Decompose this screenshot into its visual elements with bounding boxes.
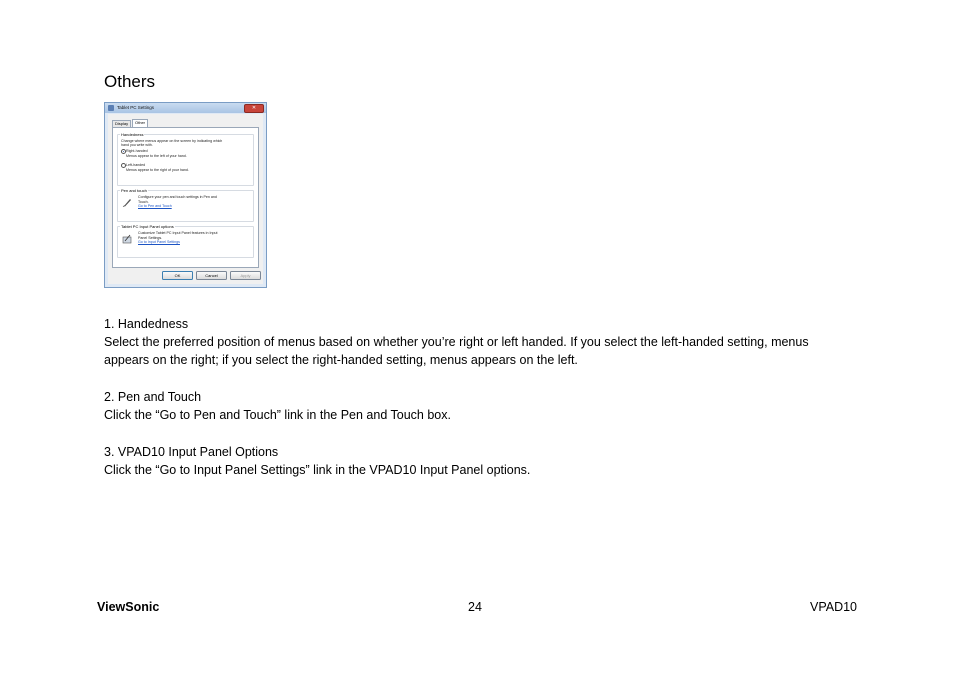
section-input-panel-text (104, 461, 864, 479)
go-to-input-panel-link[interactable]: Go to Input Panel Settings (138, 240, 180, 244)
input-panel-group (117, 226, 254, 258)
cancel-button[interactable]: Cancel (196, 271, 227, 280)
close-button[interactable]: ✕ (244, 104, 264, 113)
section-pen-touch-heading: 2. Pen and Touch (104, 390, 202, 404)
handedness-desc-1: Change where menus appear on the screen by indicating which (121, 139, 223, 143)
input-panel-desc-2: Panel Settings. (138, 235, 163, 240)
footer-page-number: 24 (468, 600, 482, 614)
apply-button[interactable]: Apply (230, 271, 261, 280)
footer-brand: ViewSonic (97, 600, 160, 614)
go-to-pen-touch-link[interactable]: Go to Pen and Touch (138, 204, 172, 208)
tab-display[interactable]: Display (112, 120, 131, 127)
section-handedness-line-1: Select the preferred position of menus based on whether you’re right or left handed. If you select the left-handed setting, menus (104, 335, 809, 349)
section-input-panel-heading: 3. VPAD10 Input Panel Options (104, 445, 279, 459)
dialog-title-bar (105, 103, 266, 113)
tablet-pc-icon (108, 105, 114, 111)
pen-touch-group-title: Pen and touch (121, 188, 147, 193)
pen-icon (122, 197, 132, 207)
right-handed-desc: Menus appear to the left of your hand. (126, 153, 187, 158)
dialog-body (108, 114, 263, 284)
left-handed-desc: Menus appear to the right of your hand. (126, 167, 189, 172)
handedness-group-title: Handedness (121, 132, 144, 137)
page-heading: Others (104, 72, 156, 91)
right-handed-label: Right-handed (126, 148, 148, 153)
section-handedness-text (104, 333, 864, 369)
input-panel-icon (122, 234, 132, 244)
input-panel-desc-1: Customize Tablet PC Input Panel features in Input (138, 231, 218, 235)
section-handedness-line-2: appears on the right; if you select the right-handed setting, menus appears on the left. (104, 353, 578, 367)
left-handed-label: Left-handed (126, 162, 146, 167)
dialog-title: Tablet PC Settings (117, 105, 155, 110)
tab-other[interactable]: Other (132, 119, 148, 128)
pen-touch-group (117, 190, 254, 222)
tablet-pc-settings-dialog (104, 102, 267, 288)
section-pen-touch-text (104, 406, 864, 424)
footer-model: VPAD10 (809, 600, 857, 614)
input-panel-group-title: Tablet PC Input Panel options (121, 224, 174, 229)
ok-button[interactable]: OK (162, 271, 193, 280)
section-handedness-heading: 1. Handedness (104, 317, 189, 331)
handedness-group (117, 134, 254, 186)
section-input-panel-line-1: Click the “Go to Input Panel Settings” link in the VPAD10 Input Panel options. (104, 463, 531, 477)
section-pen-touch-line-1: Click the “Go to Pen and Touch” link in the Pen and Touch box. (104, 408, 451, 422)
pen-touch-desc-2: Touch. (138, 199, 149, 204)
tab-panel-other (112, 127, 259, 268)
handedness-desc-2: hand you write with. (121, 143, 153, 147)
pen-touch-desc-1: Configure your pen and touch settings in Pen and (138, 195, 217, 199)
